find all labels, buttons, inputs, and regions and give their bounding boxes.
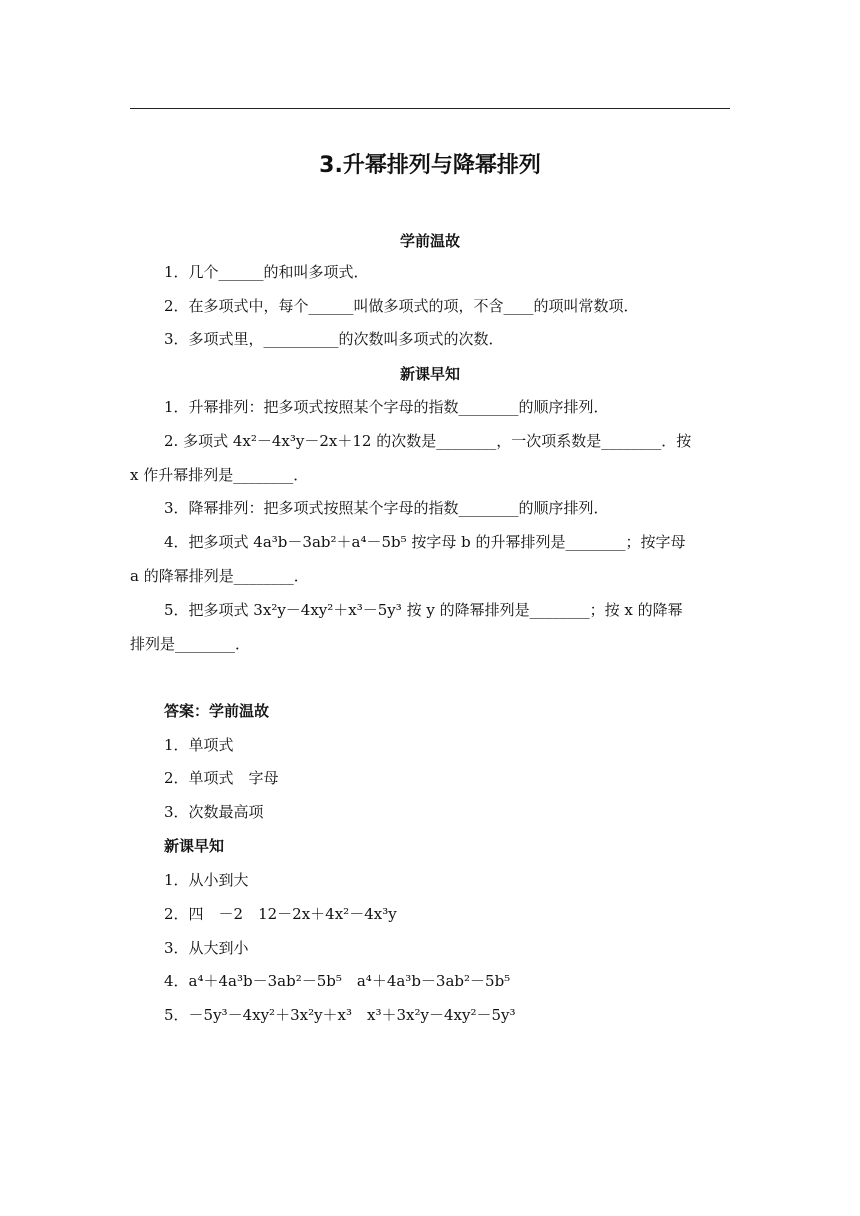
answer-lesson-5: 5．－5y³－4xy²＋3x²y＋x³ x³＋3x²y－4xy²－5y³ (164, 1006, 516, 1024)
lesson-question-4-line2: a 的降幂排列是________． (130, 567, 309, 585)
lesson-question-2-line2: x 作升幂排列是________． (130, 466, 309, 484)
answer-lesson-2: 2．四 －2 12－2x＋4x²－4x³y (164, 905, 397, 923)
answer-lesson-1: 1．从小到大 (164, 871, 249, 889)
answer-review-1: 1．单项式 (164, 736, 234, 754)
lesson-question-2-line1: 2. 多项式 4x²－4x³y－2x＋12 的次数是________，一次项系数是________．按 (164, 432, 692, 450)
lesson-question-1: 1．升幂排列：把多项式按照某个字母的指数________的顺序排列． (164, 398, 609, 416)
lesson-question-5-line1: 5．把多项式 3x²y－4xy²＋x³－5y³ 按 y 的降幂排列是________；按 x 的降幂 (164, 601, 683, 619)
answer-review-2: 2．单项式 字母 (164, 769, 279, 787)
answer-review-3: 3．次数最高项 (164, 803, 264, 821)
section-header-new-lesson: 新课早知 (399, 365, 460, 383)
lesson-question-5-line2: 排列是________． (130, 635, 251, 653)
lesson-question-4-line1: 4．把多项式 4a³b－3ab²＋a⁴－5b⁵ 按字母 b 的升幂排列是________；按字母 (164, 533, 686, 551)
answer-lesson-4: 4．a⁴＋4a³b－3ab²－5b⁵ a⁴＋4a³b－3ab²－5b⁵ (164, 972, 511, 990)
top-rule (130, 108, 730, 109)
page-title: 3.升幂排列与降幂排列 (319, 153, 541, 178)
review-question-2: 2．在多项式中，每个______叫做多项式的项，不含____的项叫常数项． (164, 297, 639, 315)
section-header-review: 学前温故 (399, 232, 460, 250)
answers-header: 答案：学前温故 (164, 702, 270, 720)
answers-subheader: 新课早知 (164, 837, 225, 855)
lesson-question-3: 3．降幂排列：把多项式按照某个字母的指数________的顺序排列． (164, 499, 609, 517)
review-question-3: 3．多项式里，__________的次数叫多项式的次数． (164, 330, 504, 348)
answer-lesson-3: 3．从大到小 (164, 939, 249, 957)
review-question-1: 1．几个______的和叫多项式． (164, 263, 369, 281)
